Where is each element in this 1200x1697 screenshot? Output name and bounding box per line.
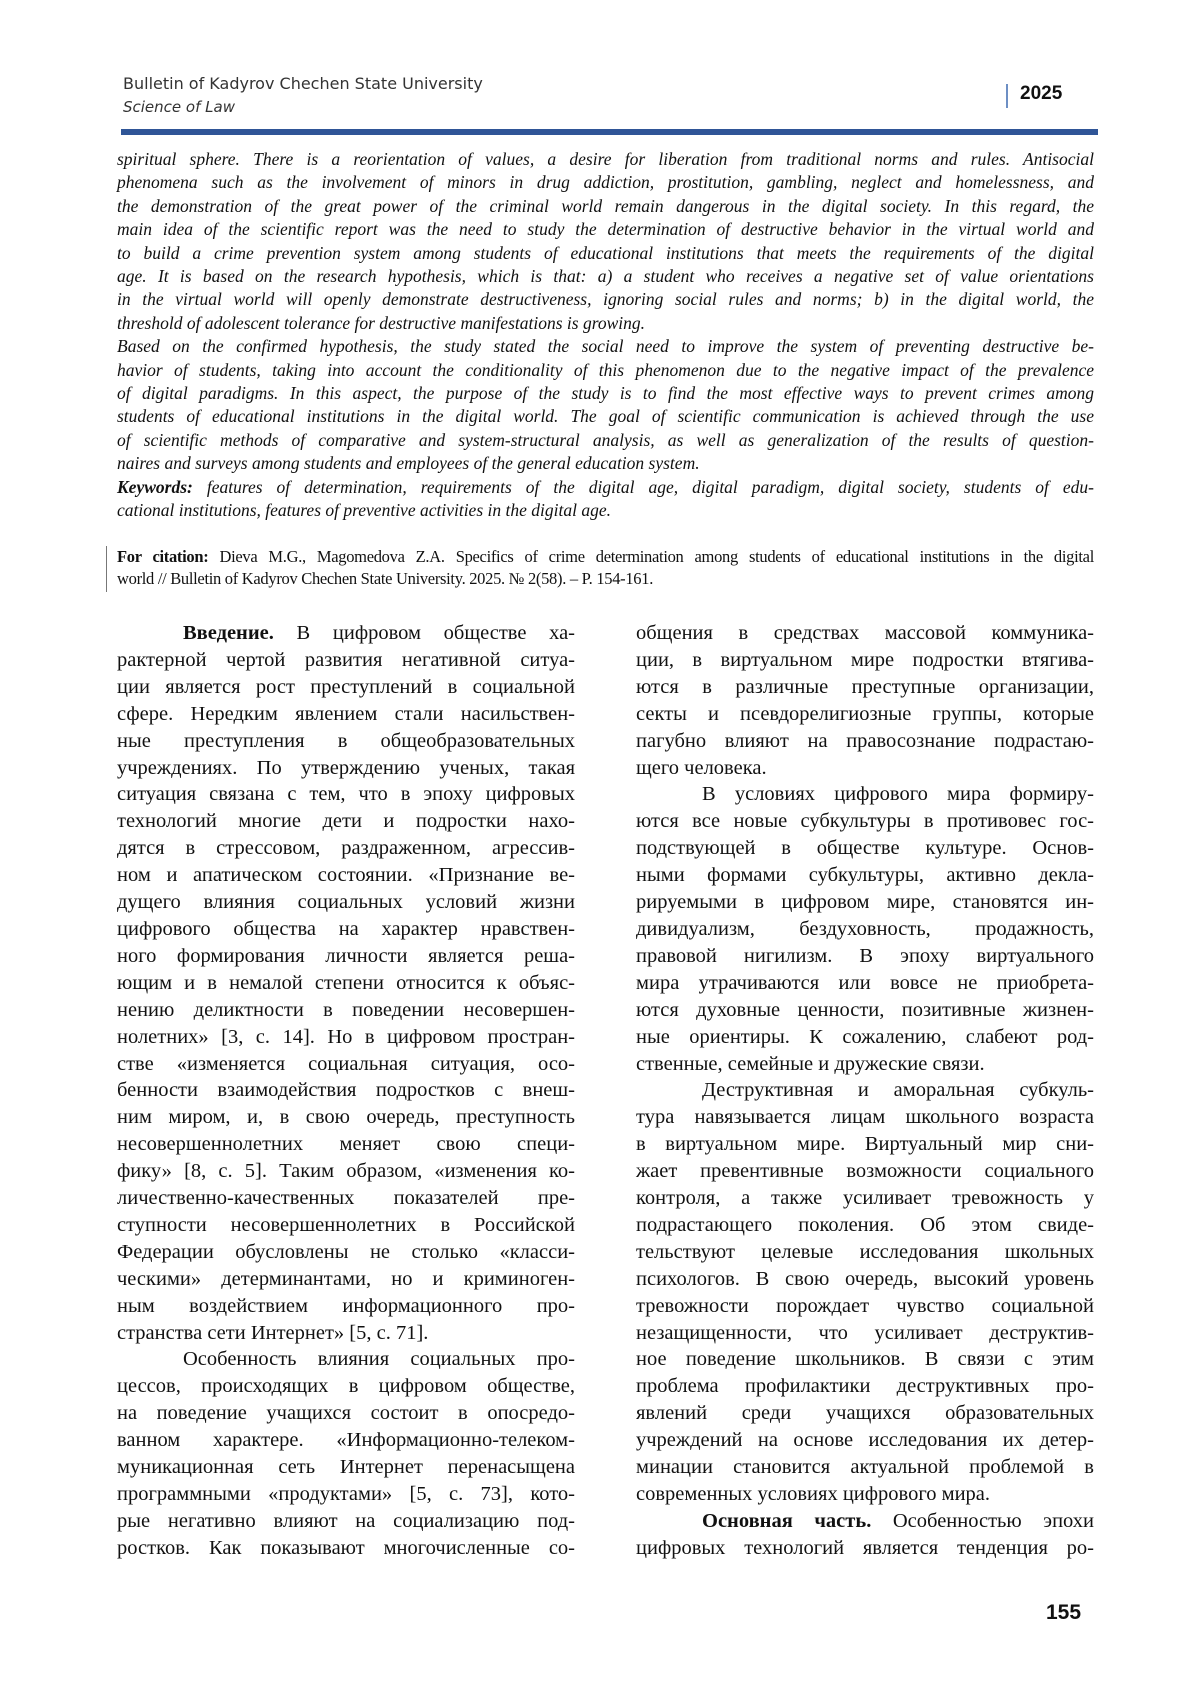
- text-line: Деструктивная и аморальная субкуль-: [636, 1077, 1094, 1104]
- text-line: рируемыми в цифровом мире, становятся ин-: [636, 889, 1094, 916]
- text-line: тревожности порождает чувство социальной: [636, 1293, 1094, 1320]
- bold-lead: Основная часть.: [702, 1510, 871, 1532]
- text-line: Введение. В цифровом обществе ха-: [117, 620, 575, 647]
- text-line: of scientific methods of comparative and system-structural analysis, as well as generalization of the results of question-: [117, 429, 1094, 452]
- text-line: ные преступления в общеобразовательных: [117, 728, 575, 755]
- text-line: сфере. Нередким явлением стали насильствен-: [117, 701, 575, 728]
- page-number: 155: [1046, 1601, 1081, 1625]
- paragraph: [117, 620, 575, 1346]
- text-line: проблема профилактики деструктивных про-: [636, 1373, 1094, 1400]
- text-line: тура навязывается лицам школьного возраста: [636, 1104, 1094, 1131]
- text-line: ные ориентиры. К сожалению, слабеют род-: [636, 1024, 1094, 1051]
- paragraph: [636, 781, 1094, 1077]
- text-line: на поведение учащихся состоит в опосредо-: [117, 1400, 575, 1427]
- text-line: phenomena such as the involvement of minors in drug addiction, prostitution, gambling, neglect and homelessness, and: [117, 171, 1094, 194]
- text-line: ются все новые субкультуры в противовес гос-: [636, 808, 1094, 835]
- paragraph: [117, 476, 1094, 523]
- text-line: ции является рост преступлений в социальной: [117, 674, 575, 701]
- paragraph: [636, 1508, 1094, 1562]
- bold-lead: Keywords:: [117, 477, 193, 497]
- text-line: ются духовные ценности, позитивные жизнен-: [636, 997, 1094, 1024]
- text-line: ростков. Как показывают многочисленные со-: [117, 1535, 575, 1562]
- journal-section: Science of Law: [123, 98, 235, 116]
- text-line: фику» [8, с. 5]. Таким образом, «изменения ко-: [117, 1158, 575, 1185]
- text-line: современных условиях цифрового мира.: [636, 1481, 1094, 1508]
- text-line: явлений среди учащихся образовательных: [636, 1400, 1094, 1427]
- text-line: Особенность влияния социальных про-: [117, 1346, 575, 1373]
- text-line: For citation: Dieva M.G., Magomedova Z.A. Specifics of crime determination among students of educational institutions in the digital: [117, 546, 1094, 568]
- text-line: ного формирования личности является реша-: [117, 943, 575, 970]
- text-line: нению деликтности в поведении несовершен-: [117, 997, 575, 1024]
- journal-year: 2025: [1020, 83, 1062, 105]
- text-line: подрастающего поколения. Об этом свиде-: [636, 1212, 1094, 1239]
- text-line: world // Bulletin of Kadyrov Chechen State University. 2025. № 2(58). – P. 154-161.: [117, 568, 1094, 590]
- text-line: ном и апатическом состоянии. «Признание ве-: [117, 862, 575, 889]
- text-line: the demonstration of the great power of the criminal world remain dangerous in the digital society. In this regard, the: [117, 195, 1094, 218]
- text-line: правовой нигилизм. В эпоху виртуального: [636, 943, 1094, 970]
- text-line: ным воздействием информационного про-: [117, 1293, 575, 1320]
- text-line: цифрового общества на характер нравствен-: [117, 916, 575, 943]
- text-line: программными «продуктами» [5, с. 73], кото-: [117, 1481, 575, 1508]
- text-line: жает превентивные возможности социального: [636, 1158, 1094, 1185]
- text-line: странства сети Интернет» [5, с. 71].: [117, 1320, 575, 1347]
- text-line: в виртуальном мире. Виртуальный мир сни-: [636, 1131, 1094, 1158]
- text-line: ситуация связана с тем, что в эпоху цифровых: [117, 781, 575, 808]
- text-line: threshold of adolescent tolerance for destructive manifestations is growing.: [117, 312, 1094, 335]
- text-line: тельствуют целевые исследования школьных: [636, 1239, 1094, 1266]
- paragraph: [117, 335, 1094, 475]
- paragraph: [636, 620, 1094, 781]
- right-column: [636, 620, 1094, 1562]
- text-line: age. It is based on the research hypothesis, which is that: a) a student who receives a negative set of value orientations: [117, 265, 1094, 288]
- text-line: цессов, происходящих в цифровом обществе,: [117, 1373, 575, 1400]
- text-line: дивидуализм, бездуховность, продажность,: [636, 916, 1094, 943]
- text-line: naires and surveys among students and employees of the general education system.: [117, 452, 1094, 475]
- bold-lead: Введение.: [183, 622, 274, 644]
- text-line: пагубно влияют на правосознание подрастаю-: [636, 728, 1094, 755]
- text-line: минации становится актуальной проблемой в: [636, 1454, 1094, 1481]
- text-line: подствующей в обществе культуре. Основ-: [636, 835, 1094, 862]
- header-rule: [121, 129, 1098, 135]
- text-line: Федерации обусловлены не столько «класси-: [117, 1239, 575, 1266]
- text-line: ции, в виртуальном мире подростки втягива-: [636, 647, 1094, 674]
- text-line: students of educational institutions in the digital world. The goal of scientific communication is achieved through the use: [117, 405, 1094, 428]
- left-column: [117, 620, 575, 1562]
- text-line: spiritual sphere. There is a reorientation of values, a desire for liberation from traditional norms and rules. Antisocial: [117, 148, 1094, 171]
- text-line: main idea of the scientific report was the need to study the determination of destructive behavior in the virtual world and: [117, 218, 1094, 241]
- text-line: нолетних» [3, с. 14]. Но в цифровом простран-: [117, 1024, 575, 1051]
- text-line: Основная часть. Особенностью эпохи: [636, 1508, 1094, 1535]
- text-line: цифровых технологий является тенденция ро-: [636, 1535, 1094, 1562]
- text-line: дущего влияния социальных условий жизни: [117, 889, 575, 916]
- abstract: [117, 148, 1094, 523]
- text-line: стве «изменяется социальная ситуация, осо-: [117, 1051, 575, 1078]
- text-line: havior of students, taking into account the conditionality of this phenomenon due to the negative impact of the prevalence: [117, 359, 1094, 382]
- text-line: В условиях цифрового мира формиру-: [636, 781, 1094, 808]
- text-line: мира утрачиваются или вовсе не приобрета-: [636, 970, 1094, 997]
- text-line: Keywords: features of determination, requirements of the digital age, digital paradigm, digital society, students of edu-: [117, 476, 1094, 499]
- text-line: ступности несовершеннолетних в Российской: [117, 1212, 575, 1239]
- text-line: щего человека.: [636, 755, 1094, 782]
- text-line: ное поведение школьников. В связи с этим: [636, 1346, 1094, 1373]
- text-line: учреждениях. По утверждению ученых, такая: [117, 755, 575, 782]
- text-line: несовершеннолетних меняет свою специ-: [117, 1131, 575, 1158]
- citation: [117, 546, 1094, 590]
- text-line: психологов. В свою очередь, высокий уровень: [636, 1266, 1094, 1293]
- text-line: cational institutions, features of preventive activities in the digital age.: [117, 499, 1094, 522]
- text-line: ственные, семейные и дружеские связи.: [636, 1051, 1094, 1078]
- paragraph: [117, 546, 1094, 590]
- citation-bar: [106, 546, 107, 592]
- bold-lead: For citation:: [117, 547, 208, 566]
- text-line: муникационная сеть Интернет перенасыщена: [117, 1454, 575, 1481]
- text-line: ванном характере. «Информационно-телеком-: [117, 1427, 575, 1454]
- text-line: ными формами субкультуры, активно декла-: [636, 862, 1094, 889]
- text-line: контроля, а также усиливает тревожность у: [636, 1185, 1094, 1212]
- text-line: to build a crime prevention system among students of educational institutions that meets the requirements of the digital: [117, 242, 1094, 265]
- text-line: секты и псевдорелигиозные группы, которые: [636, 701, 1094, 728]
- paragraph: [117, 1346, 575, 1561]
- text-line: Based on the confirmed hypothesis, the study stated the social need to improve the system of preventing destructive be-: [117, 335, 1094, 358]
- text-line: of digital paradigms. In this aspect, the purpose of the study is to find the most effective ways to prevent crimes among: [117, 382, 1094, 405]
- text-line: общения в средствах массовой коммуника-: [636, 620, 1094, 647]
- text-line: in the virtual world will openly demonstrate destructiveness, ignoring social rules and norms; b) in the digital world, the: [117, 288, 1094, 311]
- text-line: ним миром, и, в свою очередь, преступность: [117, 1104, 575, 1131]
- text-line: ющим и в немалой степени относится к объяс-: [117, 970, 575, 997]
- text-line: ческими» детерминантами, но и криминоген-: [117, 1266, 575, 1293]
- paragraph: [636, 1077, 1094, 1508]
- text-line: технологий многие дети и подростки нахо-: [117, 808, 575, 835]
- text-line: бенности взаимодействия подростков с внеш-: [117, 1077, 575, 1104]
- text-line: учреждений на основе исследования их детер-: [636, 1427, 1094, 1454]
- text-line: рактерной чертой развития негативной ситуа-: [117, 647, 575, 674]
- text-line: незащищенности, что усиливает деструктив-: [636, 1320, 1094, 1347]
- text-line: дятся в стрессовом, раздраженном, агрессив-: [117, 835, 575, 862]
- header-separator: [1006, 84, 1008, 108]
- paragraph: [117, 148, 1094, 335]
- text-line: рые негативно влияют на социализацию под-: [117, 1508, 575, 1535]
- text-line: личественно-качественных показателей пре-: [117, 1185, 575, 1212]
- text-line: ются в различные преступные организации,: [636, 674, 1094, 701]
- journal-title: Bulletin of Kadyrov Chechen State University: [123, 74, 483, 93]
